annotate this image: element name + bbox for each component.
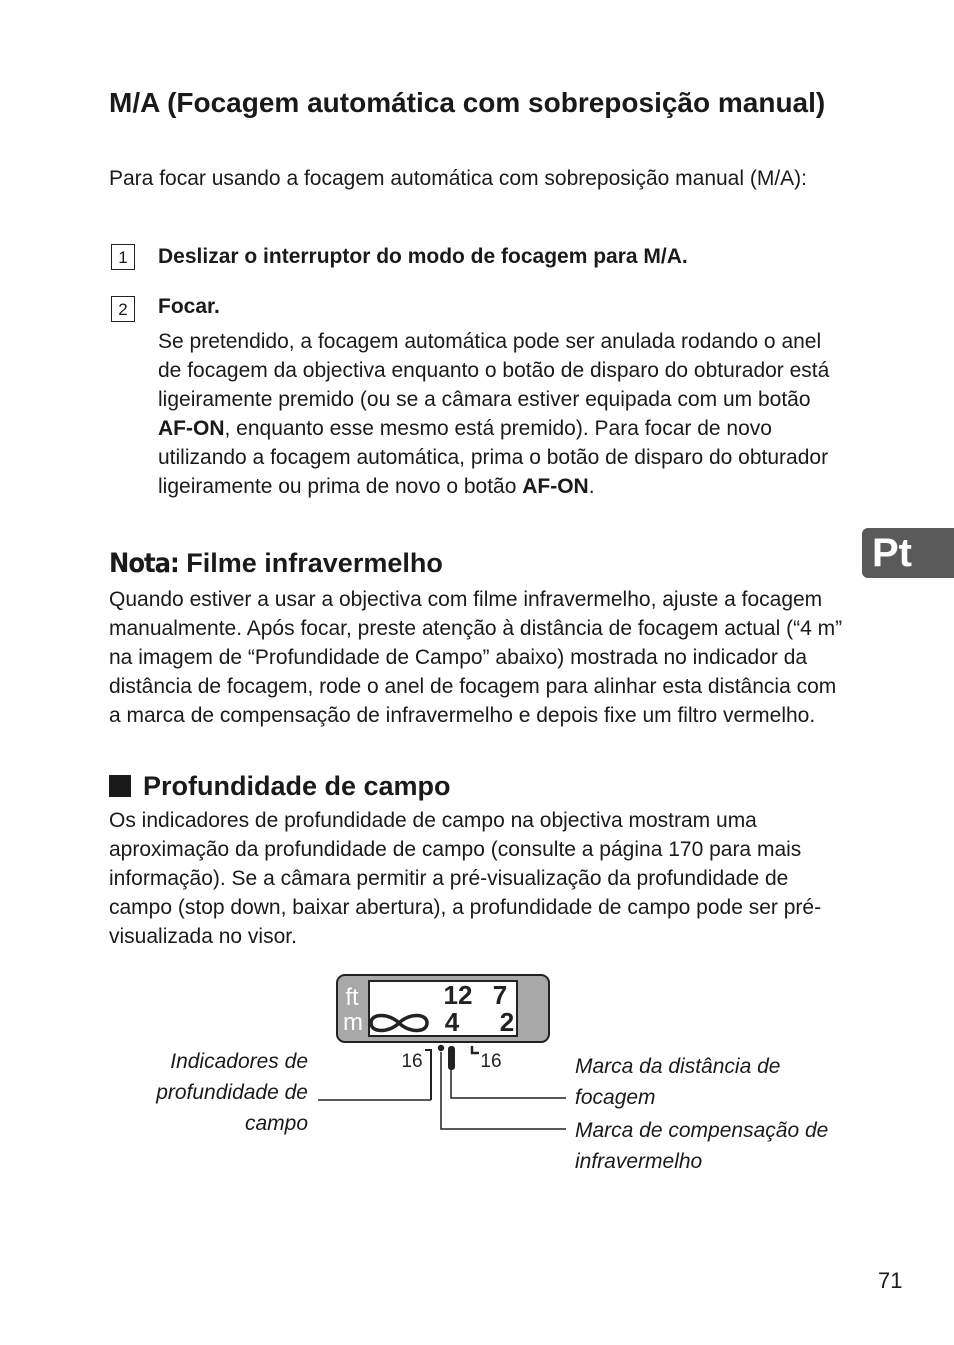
step-title: Deslizar o interruptor do modo de focagem para M/A. <box>158 245 688 268</box>
note-body: Quando estiver a usar a objectiva com filme infravermelho, ajuste a focagem manualmente. Após focar, preste atenção à distância de focagem actual (“4 m” na imagem de “Profundidade de Campo” abaixo) mostrada no indicador da distância de focagem, rode o anel de focagem para alinhar esta distância com a marca de compensação de infravermelho e depois fixe um filtro vermelho. <box>109 588 843 727</box>
dof-left-value: 16 <box>401 1051 423 1072</box>
caption-dof-indicators: Indicadores de profundidade de campo <box>156 1050 308 1135</box>
step-1 <box>111 242 871 272</box>
m-value-2: 2 <box>499 1007 515 1037</box>
section-body: Os indicadores de profundidade de campo na objectiva mostram uma aproximação da profundidade de campo (consulte a página 170 para mais informação). Se a câmara permitir a pré-visualização da profundidade de campo (stop down, baixar abertura), a profundidade de campo pode ser pré-visualizada no visor. <box>109 809 822 948</box>
focus-distance-mark <box>448 1046 455 1070</box>
caption-infrared-mark: Marca de compensação de infravermelho <box>575 1119 829 1173</box>
infrared-mark <box>438 1045 444 1051</box>
note-title: Filme infravermelho <box>186 548 443 578</box>
intro-text: Para focar usando a focagem automática com sobreposição manual (M/A): <box>109 167 808 190</box>
caption-focus-distance-mark: Marca da distância de focagem <box>575 1055 781 1109</box>
note-label: Nota: <box>109 548 179 579</box>
dof-left-mark <box>425 1050 431 1100</box>
dof-right-value: 16 <box>480 1051 502 1072</box>
unit-ft: ft <box>345 984 359 1011</box>
language-tab: Pt <box>862 528 954 578</box>
step-number: 1 <box>111 244 135 270</box>
step-2-text: . <box>588 475 595 498</box>
section-heading <box>109 768 451 804</box>
leader-line-ir <box>441 1052 566 1129</box>
ft-value-7: 7 <box>492 980 508 1010</box>
af-on-button-label: AF-ON <box>158 417 225 440</box>
unit-m: m <box>343 1009 363 1036</box>
note-heading <box>109 545 443 582</box>
ft-value-12: 12 <box>443 980 473 1010</box>
step-title: Focar. <box>158 295 220 318</box>
m-value-4: 4 <box>444 1007 460 1037</box>
dof-right-mark <box>472 1046 479 1053</box>
section-title: Profundidade de campo <box>143 771 451 801</box>
step-2-text: , enquanto esse mesmo está premido). Para focar de novo utilizando a focagem automática, prima o botão de disparo do obturador ligeiramente ou prima de novo o botão <box>158 417 829 498</box>
page-number: 71 <box>878 1268 903 1293</box>
leader-line-focus <box>451 1070 566 1098</box>
step-2-body <box>158 327 848 501</box>
step-2-text: Se pretendido, a focagem automática pode ser anulada rodando o anel de focagem da objectiva enquanto o botão de disparo do obturador está ligeiramente premido (ou se a câmara estiver equipada com um botão <box>158 330 830 411</box>
square-bullet-icon <box>109 775 131 797</box>
step-number: 2 <box>111 296 135 322</box>
af-on-button-label: AF-ON <box>522 475 589 498</box>
page-title: M/A (Focagem automática com sobreposição manual) <box>109 87 826 118</box>
step-2 <box>111 292 871 322</box>
